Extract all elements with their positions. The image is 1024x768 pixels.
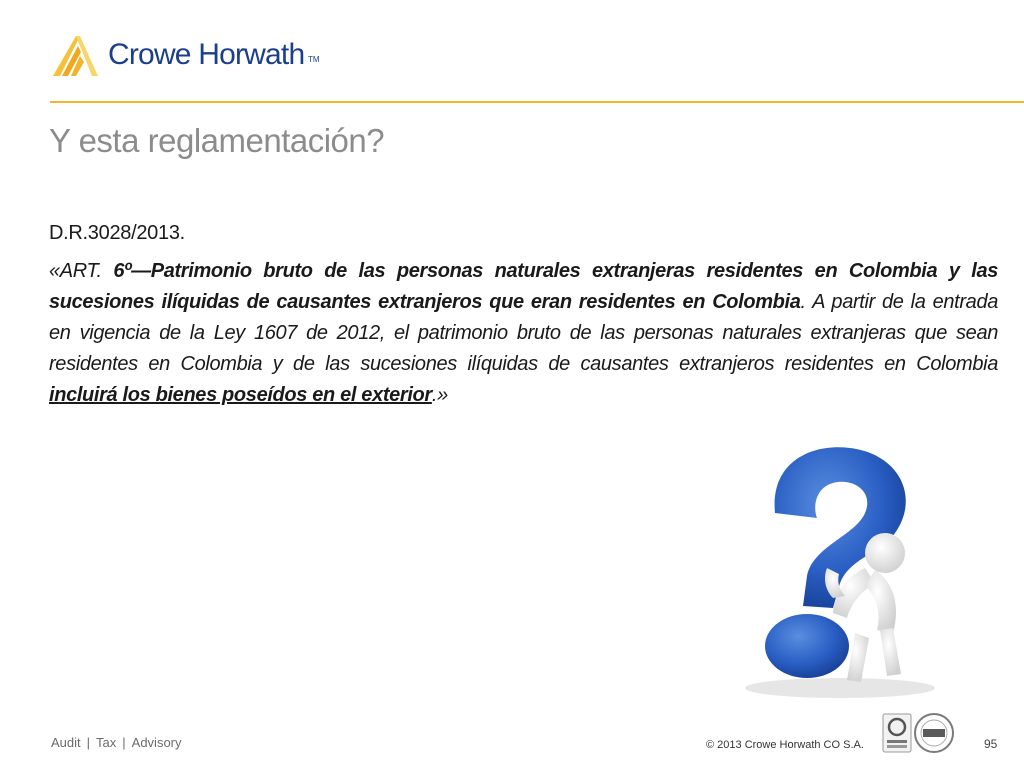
footer-separator: | — [86, 735, 91, 750]
footer-service-audit: Audit — [51, 735, 81, 750]
certification-seal-icon — [882, 712, 956, 756]
page-number: 95 — [984, 737, 998, 751]
trademark-symbol: TM — [308, 55, 320, 64]
logo-wordmark: Crowe Horwath — [108, 38, 305, 71]
footer-services — [51, 735, 182, 750]
article-close: .» — [431, 384, 448, 406]
article-text — [49, 256, 998, 411]
chevron-logo-icon — [50, 32, 100, 78]
article-heading: 6º—Patrimonio bruto de las personas naturales extranjeras residentes en Colombia y las sucesiones ilíquidas de causantes extranjeros que eran residentes en Colombia — [49, 260, 998, 313]
footer-service-tax: Tax — [96, 735, 117, 750]
footer-service-advisory: Advisory — [131, 735, 182, 750]
copyright-notice: © 2013 Crowe Horwath CO S.A. — [706, 739, 864, 751]
article-open: «ART. — [49, 260, 114, 282]
article-emphasis: incluirá los bienes poseídos en el exterior — [49, 384, 432, 406]
company-logo — [50, 32, 330, 80]
article-body: . A partir de la entrada en vigencia de la Ley 1607 de 2012, el patrimonio bruto de las personas naturales extranjeras que sean residentes en Colombia y de las sucesiones ilíquidas de causantes extranjeros residentes en Colombia — [49, 291, 999, 375]
footer-separator: | — [122, 735, 126, 750]
header-divider — [50, 101, 1024, 103]
page-title: Y esta reglamentación? — [49, 122, 385, 159]
decree-reference: D.R.3028/2013. — [49, 222, 185, 244]
question-mark-figure-illustration — [715, 418, 955, 708]
